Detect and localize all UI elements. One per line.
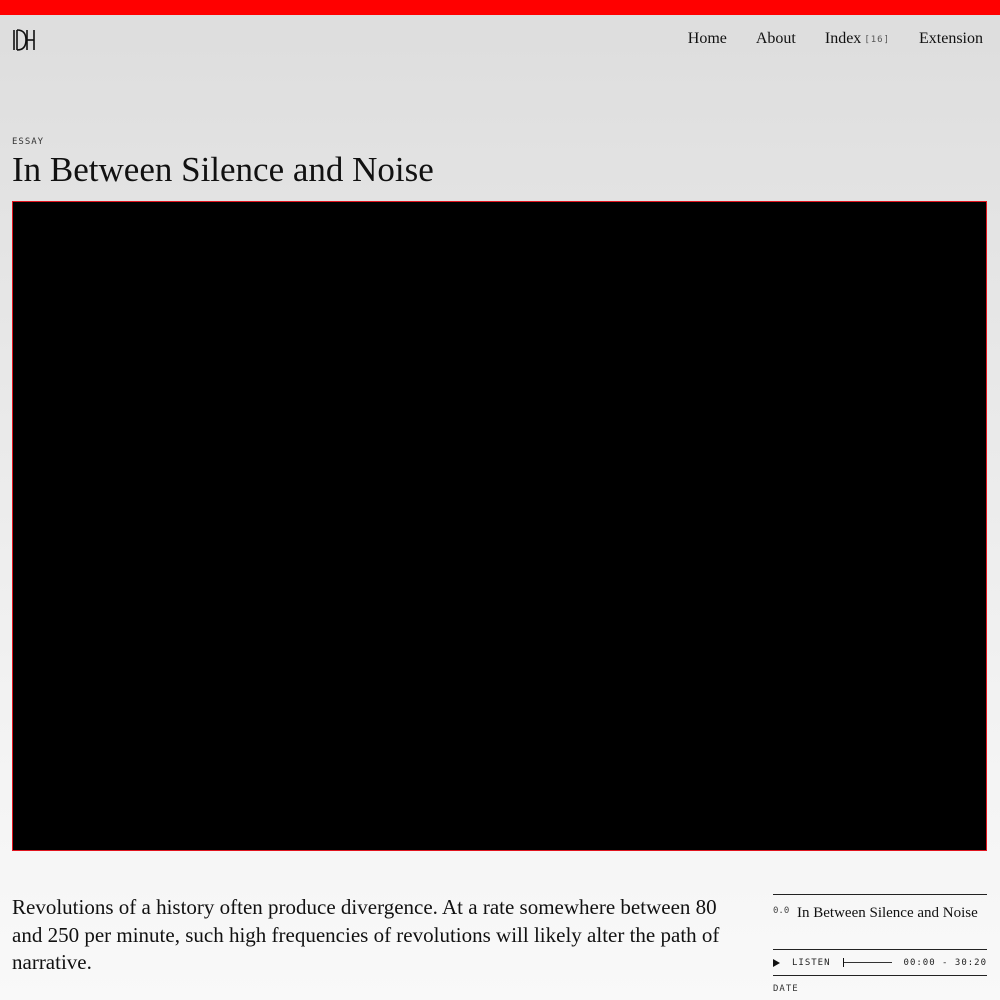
main-nav (688, 29, 983, 50)
nav-index[interactable] (825, 29, 890, 50)
listen-label: LISTEN (792, 957, 831, 968)
audio-player (773, 894, 987, 994)
date-label: DATE (773, 984, 799, 994)
progress-slider[interactable] (843, 958, 892, 967)
nav-extension[interactable]: Extension (919, 30, 983, 47)
play-icon[interactable] (773, 959, 780, 967)
player-header (773, 895, 987, 949)
hero-media[interactable] (12, 201, 987, 851)
article-category: ESSAY (12, 137, 45, 147)
player-controls (773, 950, 987, 975)
article-lede: Revolutions of a history often produce divergence. At a rate somewhere between 80 and 250 per minute, such high frequencies of revolutions will likely alter the path of narrative. (12, 895, 720, 974)
time-readout: 00:00 - 30:20 (903, 957, 987, 968)
track-title: In Between Silence and Noise (797, 905, 978, 921)
nav-home[interactable]: Home (687, 30, 727, 47)
track-number: 0.0 (773, 906, 790, 916)
page-title: In Between Silence and Noise (12, 150, 434, 189)
top-accent-bar (0, 0, 1000, 15)
progress-handle[interactable] (843, 958, 844, 967)
nav-index-count: [16] (864, 35, 890, 45)
site-logo[interactable] (12, 29, 36, 51)
dh-logo-icon (12, 29, 36, 51)
nav-about[interactable]: About (755, 30, 796, 47)
nav-index-label: Index (824, 30, 862, 47)
